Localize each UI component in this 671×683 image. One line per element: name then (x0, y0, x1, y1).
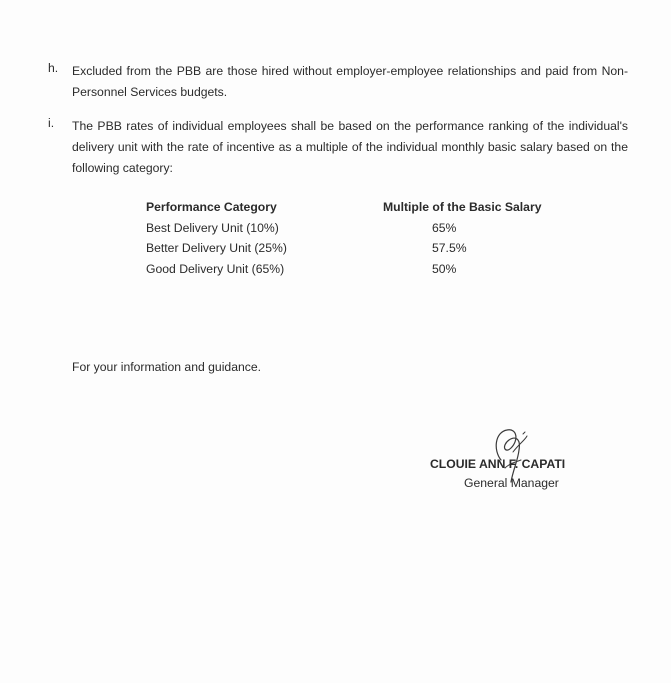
list-item-h (48, 61, 628, 103)
multiple-cell: 57.5% (432, 241, 467, 255)
multiple-cell: 65% (432, 220, 457, 235)
incentive-rate-table (146, 197, 566, 279)
list-marker: i. (48, 116, 55, 130)
table-header-row (146, 197, 566, 218)
signatory-name: CLOUIE ANN F. CAPATI (430, 457, 566, 471)
list-item-text: The PBB rates of individual employees shall be based on the performance ranking of the individual's delivery unit with the rate of incentive as a multiple of the individual monthly basic salary based on the following category: (72, 119, 628, 175)
column-header-category: Performance Category (146, 200, 277, 214)
category-cell: Better Delivery Unit (25%) (146, 241, 287, 255)
category-cell: Best Delivery Unit (10%) (146, 220, 279, 235)
list-marker: h. (48, 61, 59, 75)
table-row (146, 259, 566, 280)
multiple-cell: 50% (432, 261, 457, 276)
table-row (146, 218, 566, 239)
signatory-title: General Manager (464, 476, 559, 490)
table-row (146, 238, 566, 259)
list-item-text: Excluded from the PBB are those hired without employer-employee relationships and paid from Non-Personnel Services budgets. (72, 64, 628, 99)
closing-line: For your information and guidance. (72, 360, 262, 374)
category-cell: Good Delivery Unit (65%) (146, 261, 285, 276)
list-item-i (48, 116, 628, 179)
column-header-multiple: Multiple of the Basic Salary (383, 200, 542, 214)
signature-block (420, 410, 620, 500)
